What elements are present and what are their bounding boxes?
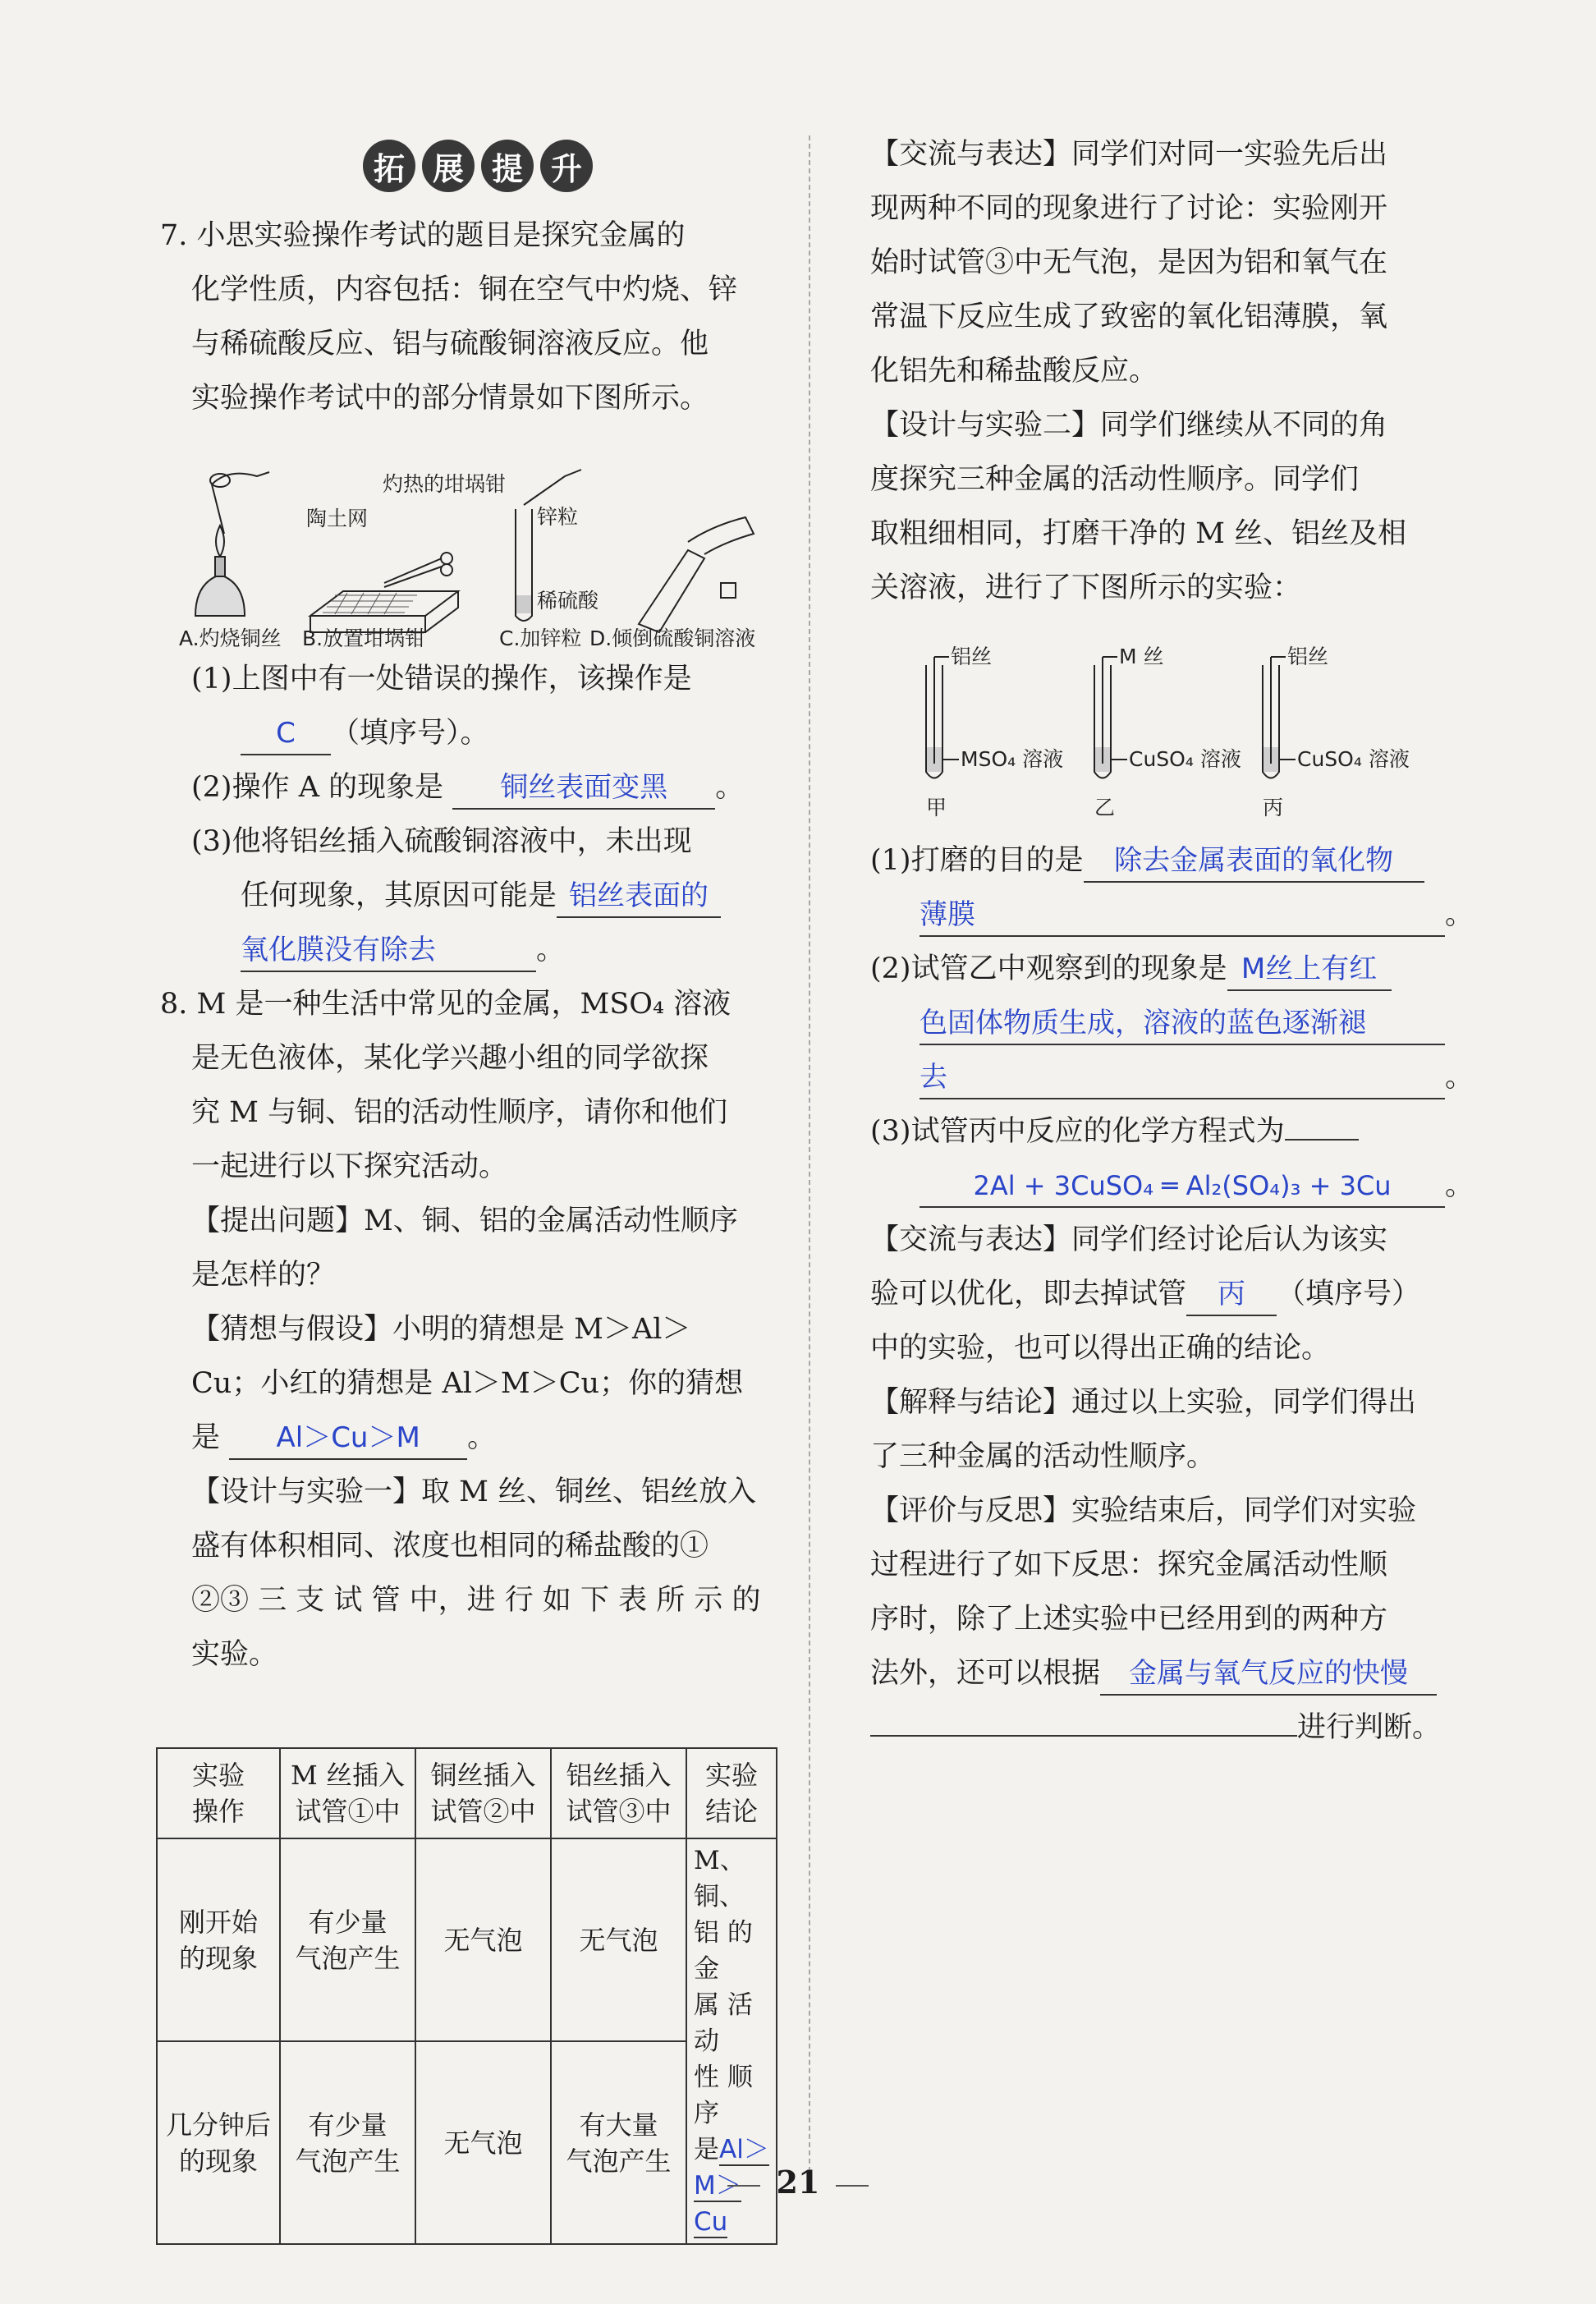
exchange2-line2 xyxy=(870,1267,1461,1321)
q7-3: (3)他将铝丝插入硫酸铜溶液中，未出现 xyxy=(191,825,692,858)
r2-line3 xyxy=(870,1050,1474,1104)
tube-jia-icon xyxy=(926,657,959,778)
caption-c: C.加锌粒 xyxy=(499,626,582,649)
exchange2-tail: （填序号） xyxy=(1277,1278,1421,1310)
q8-design1: ②③ 三 支 试 管 中，进 行 如 下 表 所 示 的 xyxy=(191,1584,761,1617)
exchange1-line: 现两种不同的现象进行了讨论：实验刚开 xyxy=(870,192,1388,225)
test-tubes-figure xyxy=(910,640,1435,829)
table-header-row xyxy=(157,1748,777,1838)
section-banner xyxy=(363,140,593,197)
tube-jia-wire: 铝丝 xyxy=(951,645,993,668)
eval-answer-blank[interactable]: 金属与氧气反应的快慢 xyxy=(1100,1653,1437,1696)
table-cell: 有大量 气泡产生 xyxy=(551,2041,686,2244)
r3-blank-lead xyxy=(1285,1139,1359,1141)
tube-bing-icon xyxy=(1263,657,1296,778)
r3-answer-blank[interactable]: 2Al + 3CuSO₄ ═ Al₂(SO₄)₃ + 3Cu xyxy=(920,1165,1445,1208)
figure-label-zinc: 锌粒 xyxy=(537,505,579,529)
eval-answer-blank-cont xyxy=(870,1735,1297,1737)
r1-text: (1)打磨的目的是 xyxy=(870,844,1084,877)
exchange1-line: 常温下反应生成了致密的氧化铝薄膜，氧 xyxy=(870,301,1388,333)
q8-guess-prefix: 是 xyxy=(191,1421,221,1454)
left-column-questions xyxy=(160,652,772,1682)
tube-yi-icon xyxy=(1094,657,1127,778)
q8-question: 【提出问题】M、铜、铝的金属活动性顺序 xyxy=(191,1205,738,1237)
table-row xyxy=(157,1838,777,2041)
caption-a: A.灼烧铜丝 xyxy=(179,626,282,649)
tongs-on-gauze-icon xyxy=(310,553,458,632)
q8-guess: 【猜想与假设】小明的猜想是 M＞Al＞ xyxy=(191,1313,691,1346)
banner-char: 展 xyxy=(422,140,475,192)
r3-text: (3)试管丙中反应的化学方程式为 xyxy=(870,1115,1285,1148)
tube-yi-wire: M 丝 xyxy=(1119,645,1164,668)
tube-jia-solution: MSO₄ 溶液 xyxy=(961,747,1064,771)
r3-line2 xyxy=(870,1159,1474,1213)
caption-d: D.倾倒硫酸铜溶液 xyxy=(589,626,756,649)
r2-tail: 。 xyxy=(1445,1061,1474,1094)
banner-char: 提 xyxy=(481,140,534,192)
caption-b: B.放置坩埚钳 xyxy=(302,626,426,649)
q8-guess-answer-line xyxy=(160,1411,772,1465)
q8-guess: Cu；小红的猜想是 Al＞M＞Cu；你的猜想 xyxy=(191,1367,744,1400)
r1-line2 xyxy=(870,888,1474,942)
eval-line: 【评价与反思】实验结束后，同学们对实验 xyxy=(870,1494,1417,1527)
conclusion-answer-1[interactable]: Al＞ xyxy=(719,2135,769,2164)
design2-line: 【设计与实验二】同学们继续从不同的角 xyxy=(870,409,1388,442)
table-cell: 无气泡 xyxy=(551,1838,686,2041)
q7-2-text: (2)操作 A 的现象是 xyxy=(191,771,444,804)
eval-tail: 进行判断。 xyxy=(1297,1711,1442,1744)
table-cell: 有少量 气泡产生 xyxy=(280,2041,415,2244)
q7-line: 与稀硫酸反应、铝与硫酸铜溶液反应。他 xyxy=(191,328,709,360)
q8-guess-tail: 。 xyxy=(467,1421,497,1454)
exchange1-line: 【交流与表达】同学们对同一实验先后出 xyxy=(870,138,1388,171)
tube-bing-wire: 铝丝 xyxy=(1287,645,1329,668)
design2-line: 关溶液，进行了下图所示的实验： xyxy=(870,571,1302,604)
experiment-figure xyxy=(179,452,778,649)
table-header: 铝丝插入 试管③中 xyxy=(551,1748,686,1838)
exchange2-line3: 中的实验，也可以得出正确的结论。 xyxy=(870,1332,1331,1365)
pouring-icon xyxy=(639,517,754,632)
q7-3-answer-blank-2[interactable]: 氧化膜没有除去 xyxy=(241,929,536,972)
exchange1-line: 始时试管③中无气泡，是因为铝和氧气在 xyxy=(870,246,1388,279)
table-header: 实验 操作 xyxy=(157,1748,280,1838)
conclusion-answer-2[interactable]: M＞Cu xyxy=(694,2171,741,2237)
q8-design1: 盛有体积相同、浓度也相同的稀盐酸的① xyxy=(191,1530,709,1563)
tube-bing-name: 丙 xyxy=(1263,796,1284,819)
table-row xyxy=(157,2041,777,2244)
exchange2-prefix: 验可以优化，即去掉试管 xyxy=(870,1278,1187,1310)
q8-line: 是无色液体，某化学兴趣小组的同学欲探 xyxy=(191,1042,709,1075)
r3-line xyxy=(870,1104,1461,1159)
r2-line xyxy=(870,942,1461,996)
q8-question: 是怎样的？ xyxy=(191,1259,336,1292)
r2-text: (2)试管乙中观察到的现象是 xyxy=(870,952,1227,985)
right-column xyxy=(870,127,1461,615)
q7-3-line2 xyxy=(160,869,772,923)
r2-answer-blank-1[interactable]: M丝上有红 xyxy=(1227,948,1392,991)
table-header: M 丝插入 试管①中 xyxy=(280,1748,415,1838)
column-divider xyxy=(809,135,810,2172)
page-number xyxy=(0,2164,1596,2201)
exchange2-line: 【交流与表达】同学们经讨论后认为该实 xyxy=(870,1223,1388,1256)
q7-1: (1)上图中有一处错误的操作，该操作是 xyxy=(191,663,692,695)
tube-bing-solution: CuSO₄ 溶液 xyxy=(1297,747,1410,771)
eval-line4 xyxy=(870,1646,1461,1700)
q7-3-line2-text: 任何现象，其原因可能是 xyxy=(241,879,557,912)
eval-prefix: 法外，还可以根据 xyxy=(870,1657,1101,1690)
r2-answer-blank-3[interactable]: 去 xyxy=(920,1057,1445,1099)
left-column xyxy=(160,209,772,425)
q8-guess-answer-blank[interactable]: Al＞Cu＞M xyxy=(229,1417,467,1460)
r2-line2 xyxy=(870,996,1461,1050)
q7-2-tail: 。 xyxy=(715,771,745,804)
table-cell: 刚开始 的现象 xyxy=(157,1838,280,2041)
r1-tail: 。 xyxy=(1445,898,1474,931)
r1-answer-blank-1[interactable]: 除去金属表面的氧化物 xyxy=(1084,840,1424,883)
alcohol-lamp-icon xyxy=(195,472,269,616)
explain-line: 了三种金属的活动性顺序。 xyxy=(870,1440,1216,1473)
q8-design1: 【设计与实验一】取 M 丝、铜丝、铝丝放入 xyxy=(191,1476,757,1508)
table-cell: 几分钟后 的现象 xyxy=(157,2041,280,2244)
q8-design1: 实验。 xyxy=(191,1638,278,1671)
r1-line xyxy=(870,833,1461,888)
r3-tail: 。 xyxy=(1445,1169,1474,1202)
tube-jia-name: 甲 xyxy=(926,796,947,819)
page-number-dash xyxy=(727,2185,760,2187)
q7-1-answer-line xyxy=(160,706,772,760)
table-cell: 无气泡 xyxy=(415,2041,551,2244)
table-header: 铜丝插入 试管②中 xyxy=(415,1748,551,1838)
design2-line: 度探究三种金属的活动性顺序。同学们 xyxy=(870,463,1360,496)
page-number-text: 21 xyxy=(776,2164,820,2201)
table-header: 实验 结论 xyxy=(686,1748,777,1838)
q8-line: 一起进行以下探究活动。 xyxy=(191,1150,508,1183)
figure-label-gauze: 陶土网 xyxy=(306,507,369,530)
q7-line: 7. 小思实验操作考试的题目是探究金属的 xyxy=(160,219,686,252)
design2-line: 取粗细相同，打磨干净的 M 丝、铝丝及相 xyxy=(870,517,1407,550)
r1-answer-blank-2[interactable]: 薄膜 xyxy=(920,894,1445,937)
eval-line: 过程进行了如下反思：探究金属活动性顺 xyxy=(870,1549,1388,1581)
q7-1-answer-blank[interactable]: C xyxy=(241,713,331,755)
q7-3-line3 xyxy=(160,923,772,977)
exchange1-line: 化铝先和稀盐酸反应。 xyxy=(870,355,1158,388)
banner-char: 拓 xyxy=(363,140,415,192)
table-cell: 无气泡 xyxy=(415,1838,551,2041)
tube-yi-solution: CuSO₄ 溶液 xyxy=(1129,747,1241,771)
table-cell: 有少量 气泡产生 xyxy=(280,1838,415,2041)
tube-yi-name: 乙 xyxy=(1094,796,1116,819)
q7-2-answer-blank[interactable]: 铜丝表面变黑 xyxy=(452,767,715,810)
conclusion-text: M、铜、 铝 的 金 属 活 动 性 顺 序 是 xyxy=(694,1846,753,2164)
eval-line5 xyxy=(870,1700,1461,1755)
q7-3-tail: 。 xyxy=(536,934,566,966)
q7-3-answer-blank-1[interactable]: 铝丝表面的 xyxy=(557,875,721,918)
right-column-questions xyxy=(870,833,1474,1755)
q7-line: 实验操作考试中的部分情景如下图所示。 xyxy=(191,382,709,415)
q7-1-tail: （填序号）。 xyxy=(331,717,489,750)
q8-line: 究 M 与铜、铝的活动性顺序，请你和他们 xyxy=(191,1096,728,1129)
q8-line: 8. M 是一种生活中常见的金属，MSO₄ 溶液 xyxy=(160,988,732,1021)
banner-char: 升 xyxy=(540,140,593,192)
q7-2 xyxy=(160,760,772,815)
exchange2-answer-blank[interactable]: 丙 xyxy=(1186,1274,1277,1316)
figure-label-tongs: 灼热的坩埚钳 xyxy=(383,472,507,496)
figure-label-acid: 稀硫酸 xyxy=(537,589,599,613)
eval-line: 序时，除了上述实验中已经用到的两种方 xyxy=(870,1603,1388,1636)
q7-line: 化学性质，内容包括：铜在空气中灼烧、锌 xyxy=(191,273,738,306)
explain-line: 【解释与结论】通过以上实验，同学们得出 xyxy=(870,1386,1417,1419)
page-number-dash xyxy=(836,2185,869,2187)
r2-answer-blank-2[interactable]: 色固体物质生成，溶液的蓝色逐渐褪 xyxy=(920,1003,1445,1045)
